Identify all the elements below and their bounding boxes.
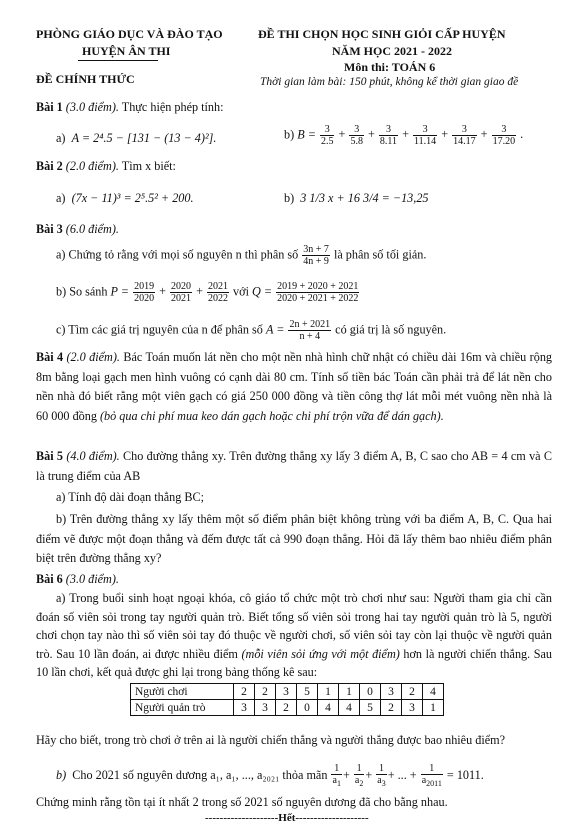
q6-points: (3.0 điểm). [65,572,119,586]
table-cell: 5 [360,700,381,716]
q3-b-q: Q = [252,284,273,299]
q3-c-text1: c) Tìm các giá trị nguyên của n để phân số [56,322,263,337]
end-marker: --------------------Hết-------------------- [205,812,369,824]
q1-heading [36,100,223,115]
q1-b-fraction: $\frac{3}{17.20}$ [492,124,516,147]
q1-task: Thực hiện phép tính: [121,100,224,114]
q1-b-fractions: $\frac{3}{2.5}$ + $\frac{3}{5.8}$ + $\frac{3}{8.11}$ + $\frac{3}{11.14}$ + $\frac{3}{14.17}$ + $\frac{3}{17.20}$ . [320,124,524,147]
q6-b-frac-2: $\frac{1}{a_2}$ [354,763,364,788]
table-cell: 0 [297,700,318,716]
q6-b-text2: = 1011. [446,767,484,782]
table-cell: 2 [402,684,423,700]
table-row [131,684,444,700]
q1-part-a [56,131,216,146]
q1-a-label: a) [56,131,66,145]
q5-part-a: a) Tính độ dài đoạn thẳng BC; [56,490,205,504]
exam-title: ĐỀ THI CHỌN HỌC SINH GIỎI CẤP HUYỆN [258,27,506,41]
table-cell: 3 [381,684,402,700]
q3-c-text2: có giá trị là số nguyên. [335,322,447,337]
q6-a-text: a) Trong buổi sinh hoạt ngoại khóa, cô giáo tổ chức một trò chơi như sau: Người tham gia chỉ cần đoán số viên sỏi trong tay người quản trò. Biết tổng số viên sỏi trong hai tay người quản trò là 5, người chơi chọn tay nào thì số viên sỏi tay đó thuộc về người chơi, số viên sỏi tay còn lại thuộc về người quản trò. Sau 10 lần đoán, ai được nhiều điểm [36,591,552,661]
q3-part-b [56,281,360,304]
q1-b-label: b) [284,127,295,142]
table-cell: 4 [423,684,444,700]
header-rule [78,60,158,61]
q3-b-p-fraction: $\frac{2019}{2020}$ [134,281,155,304]
table-cell: 4 [318,700,339,716]
q3-b-with: với [233,284,249,299]
q1-b-fraction: $\frac{3}{11.14}$ [414,124,437,147]
q2-title: Bài 2 [36,159,63,173]
district-name: HUYỆN ÂN THI [82,44,171,58]
q6-title: Bài 6 [36,572,63,586]
q5-title: Bài 5 [36,449,64,463]
q3-c-a: A = [265,322,285,337]
q3-part-a [56,244,426,267]
q6-b-frac-1: $\frac{1}{a_1}$ [332,763,341,788]
q6-a-note: (mỗi viên sỏi ứng với một điểm) [241,646,400,661]
q3-b-q-fraction: $\frac{2019 + 2020 + 2021}{2020 + 2021 + 2022}$ [277,281,359,304]
table-row [131,700,444,716]
table-cell: 1 [423,700,444,716]
table-cell: 2 [234,684,255,700]
table-cell: 5 [297,684,318,700]
q2-task: Tìm x biết: [121,159,176,173]
score-table [130,683,444,716]
q6-part-b: b) Cho 2021 số nguyên dương a₁, a₁, ..., a₂₀₂₁ thỏa mãn $\frac{1}{a_1}$ + $\frac{1}{a_2}$ + $\frac{1}{a_3}$ + ... + $\frac{1}{a_{2011}}$ = 1011. [56,763,484,788]
q3-b-text1: b) So sánh [56,284,108,299]
table-cell: 2 [381,700,402,716]
subject: Môn thi: TOÁN 6 [344,60,436,74]
q4-title: Bài 4 [36,350,64,364]
department-name: PHÒNG GIÁO DỤC VÀ ĐÀO TẠO [36,27,223,41]
q5-text: Cho đường thẳng xy. Trên đường thẳng xy lấy 3 điểm A, B, C sao cho AB = 4 cm và C là trung điểm của AB [36,449,553,483]
q3-b-p-fraction: $\frac{2020}{2021}$ [171,281,192,304]
q1-b-fraction: $\frac{3}{14.17}$ [453,124,476,147]
q2-points: (2.0 điểm). [65,159,119,173]
q4-text: Bác Toán muốn lát nền cho một nền nhà hình chữ nhật có chiều dài 16m và chiều rộng 8m bằng loại gạch men hình vuông có cạnh dài 80 cm. Tính số tiền bác Toán cần phải trả để lát nền cho nền nhà đó biết rằng một viên gạch có giá 250 000 đồng và tiền công thợ lát mỗi mét vuông nền nhà là 60 000 đồng [36,350,553,423]
q1-a-expression: A = 2⁴.5 − [131 − (13 − 4)²]. [71,131,217,145]
q3-b-p-fraction: $\frac{2021}{2022}$ [208,281,228,304]
q3-a-fraction: $\frac{3n + 7}{4n + 9}$ [303,244,329,267]
table-cell: 3 [402,700,423,716]
q3-a-text2: là phân số tối giản. [333,247,427,262]
q3-a-text1: a) Chứng tỏ rằng với mọi số nguyên n thì phân số [56,247,299,262]
q3-points: (6.0 điểm). [65,222,119,236]
q6-b-frac-last: $\frac{1}{a_{2011}}$ [421,763,442,788]
q4-paragraph [36,348,552,426]
q3-c-fraction: $\frac{2n + 2021}{n + 4}$ [289,319,331,342]
table-cell: 1 [318,684,339,700]
q2-part-b [284,191,429,206]
q6-b-label: b) [56,767,67,782]
q6-b-text1: Cho 2021 số nguyên dương a₁, a₁, ..., a₂₀₂₁ thỏa mãn [72,767,328,782]
q3-heading [36,222,119,237]
table-cell: 3 [276,684,297,700]
table-row-label: Người quản trò [131,700,234,716]
q3-b-p: P = [110,284,130,299]
table-cell: 2 [276,700,297,716]
table-row-label: Người chơi [131,684,234,700]
q4-points: (2.0 điểm). [66,350,120,364]
q2-a-label: a) [56,191,66,205]
q1-b-fraction: $\frac{3}{2.5}$ [320,124,334,147]
q3-part-c [56,319,446,342]
q6-a-text2: hơn là người chiến thắng. Sau 10 lần chơi, kết quả được ghi lại trong bảng thống kê sau: [36,646,553,679]
q5-paragraph [36,447,552,486]
q1-b-fraction: $\frac{3}{5.8}$ [350,124,363,147]
table-cell: 1 [339,684,360,700]
q4-note: (bỏ qua chi phí mua keo dán gạch hoặc chi phí trộn vữa để dán gạch). [99,408,444,423]
q3-b-p-fractions: $\frac{2019}{2020}$ + $\frac{2020}{2021}$ + $\frac{2021}{2022}$ [134,281,228,304]
q3-title: Bài 3 [36,222,63,236]
q2-a-expression: (7x − 11)³ = 2⁵.5² + 200. [71,191,194,205]
q2-part-a [56,191,194,206]
q1-b-lhs: B = [297,127,316,142]
q2-b-expression: 3 1/3 x + 16 3/4 = −13,25 [300,191,429,205]
school-year: NĂM HỌC 2021 - 2022 [332,44,452,58]
table-cell: 2 [255,684,276,700]
q1-part-b [284,124,523,147]
q6-heading [36,572,119,587]
q6-b-frac-3: $\frac{1}{a_3}$ [377,763,386,788]
q1-points: (3.0 điểm). [65,100,119,114]
q2-b-label: b) [284,191,295,205]
q1-title: Bài 1 [36,100,63,114]
table-cell: 0 [360,684,381,700]
q6-b-prove: Chứng minh rằng tồn tại ít nhất 2 trong số 2021 số nguyên dương đã cho bằng nhau. [36,795,448,809]
q6-question: Hãy cho biết, trong trò chơi ở trên ai là người chiến thắng và người thắng được bao nhiêu điểm? [36,733,505,747]
time-note: Thời gian làm bài: 150 phút, không kể thời gian giao đề [260,76,519,88]
official-label: ĐỀ CHÍNH THỨC [36,72,135,86]
q5-points: (4.0 điểm). [66,449,120,463]
table-cell: 3 [234,700,255,716]
table-cell: 3 [255,700,276,716]
q2-heading [36,159,176,174]
q6-part-a [36,589,552,682]
q5-part-b: b) Trên đường thẳng xy lấy thêm một số điểm phân biệt không trùng với ba điểm A, B, C. Qua hai điểm vẽ được một đoạn thẳng và đếm được tất cả 990 đoạn thẳng. Hỏi đã lấy thêm bao nhiêu điểm phân biệt trên đường thẳng xy? [36,512,552,565]
table-cell: 4 [339,700,360,716]
q1-b-fraction: $\frac{3}{8.11}$ [379,124,398,147]
